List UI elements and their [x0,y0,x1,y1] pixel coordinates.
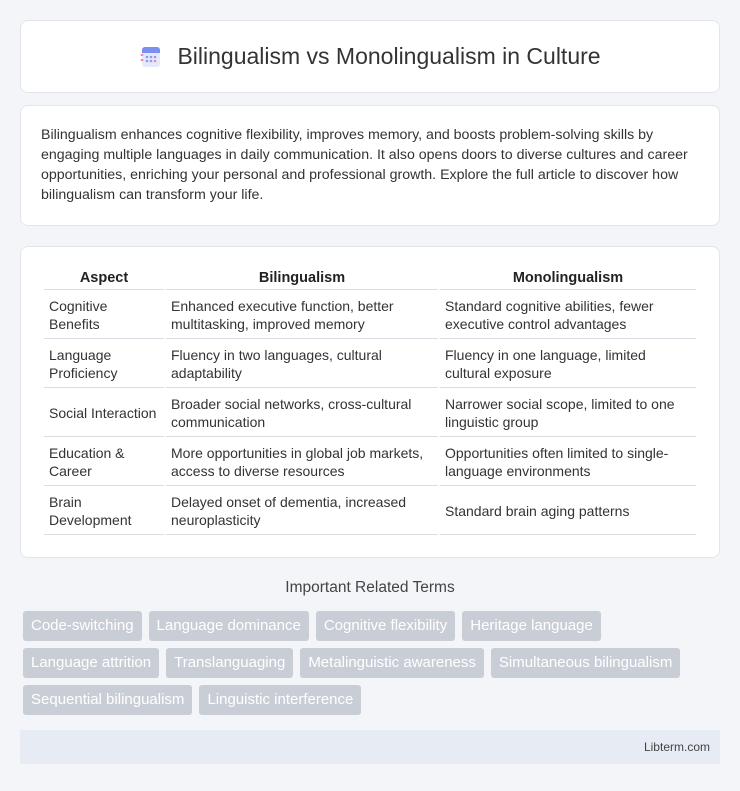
cell-aspect: Brain Development [44,486,164,535]
cell-monolingualism: Fluency in one language, limited cultural exposure [440,339,696,388]
tag-language-dominance[interactable]: Language dominance [149,611,309,641]
intro-card [20,105,720,226]
tag-metalinguistic-awareness[interactable]: Metalinguistic awareness [300,648,484,678]
footer-brand[interactable]: Libterm.com [643,740,710,754]
cell-bilingualism: Fluency in two languages, cultural adaptability [166,339,438,388]
intro-text: Bilingualism enhances cognitive flexibility, improves memory, and boosts problem-solving skills by engaging multiple languages in daily communication. It also opens doors to diverse cultures and career opportunities, enriching your personal and professional growth. Explore the full article to discover how bilingualism can transform your life. [41,127,688,203]
comparison-table-card [20,246,720,558]
cell-aspect: Language Proficiency [44,339,164,388]
related-terms-title: Important Related Terms [285,579,455,596]
title-card [20,20,720,93]
comparison-table [42,267,698,535]
page-title: Bilingualism vs Monolingualism in Culture [177,43,601,69]
tag-heritage-language[interactable]: Heritage language [462,611,601,641]
cell-monolingualism: Narrower social scope, limited to one linguistic group [440,388,696,437]
table-row [44,388,696,437]
header-bilingualism: Bilingualism [166,267,438,290]
tag-translanguaging[interactable]: Translanguaging [166,648,293,678]
table-row [44,437,696,486]
table-row [44,290,696,339]
tag-cognitive-flexibility[interactable]: Cognitive flexibility [316,611,455,641]
tag-code-switching[interactable]: Code-switching [23,611,142,641]
cell-bilingualism: Delayed onset of dementia, increased neuroplasticity [166,486,438,535]
cell-bilingualism: Enhanced executive function, better multitasking, improved memory [166,290,438,339]
footer [20,730,720,764]
tag-simultaneous-bilingualism[interactable]: Simultaneous bilingualism [491,648,680,678]
tag-sequential-bilingualism[interactable]: Sequential bilingualism [23,685,192,715]
table-row [44,339,696,388]
cell-monolingualism: Opportunities often limited to single-language environments [440,437,696,486]
cell-aspect: Social Interaction [44,388,164,437]
table-header-row [44,267,696,290]
cell-bilingualism: Broader social networks, cross-cultural communication [166,388,438,437]
document-icon [139,45,163,69]
tag-language-attrition[interactable]: Language attrition [23,648,159,678]
cell-monolingualism: Standard brain aging patterns [440,486,696,535]
cell-bilingualism: More opportunities in global job markets, access to diverse resources [166,437,438,486]
cell-monolingualism: Standard cognitive abilities, fewer executive control advantages [440,290,696,339]
cell-aspect: Education & Career [44,437,164,486]
header-aspect: Aspect [44,267,164,290]
tag-linguistic-interference[interactable]: Linguistic interference [199,685,361,715]
related-terms-list [20,611,720,715]
header-monolingualism: Monolingualism [440,267,696,290]
cell-aspect: Cognitive Benefits [44,290,164,339]
table-row [44,486,696,535]
